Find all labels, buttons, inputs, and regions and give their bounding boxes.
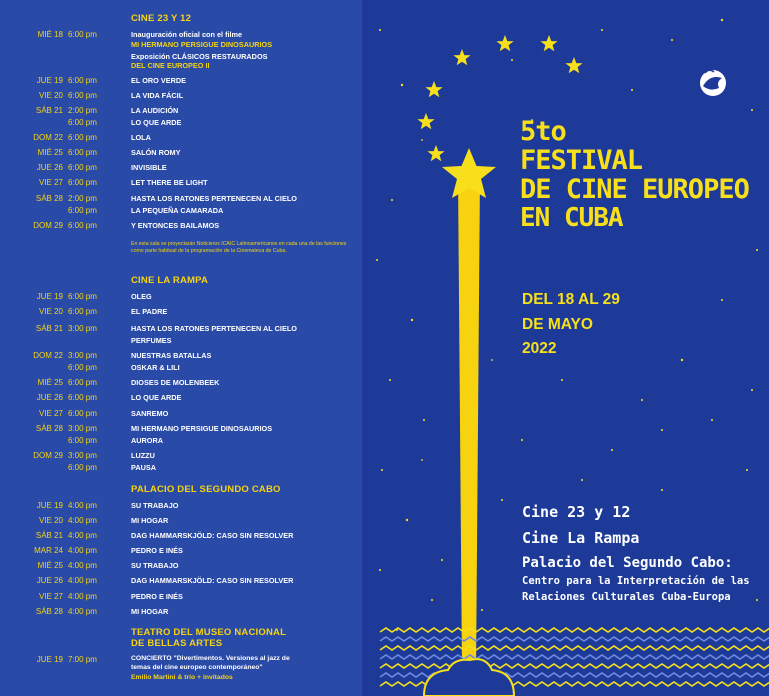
time-label: 6:00 pm bbox=[68, 206, 97, 215]
day-label: VIE 27 bbox=[38, 592, 63, 601]
day-label: MIÉ 25 bbox=[37, 378, 63, 387]
day-label: MAR 24 bbox=[34, 546, 63, 555]
star-beam bbox=[458, 175, 480, 672]
exhibit-title: DEL CINE EUROPEO II bbox=[131, 61, 210, 70]
time-label: 6:00 pm bbox=[68, 133, 97, 142]
film-title: INVISIBLE bbox=[131, 163, 167, 172]
schedule-row bbox=[0, 607, 362, 619]
concert-performers: Emilio Martini & trío + invitados bbox=[131, 674, 233, 681]
day-label: SÁB 21 bbox=[35, 324, 63, 333]
film-title: PERFUMES bbox=[131, 336, 172, 345]
film-line: Inauguración oficial con el filme bbox=[131, 30, 243, 39]
venue-palacio-subtitle: Centro para la Interpretación de las bbox=[522, 575, 750, 587]
time-label: 6:00 pm bbox=[68, 436, 97, 445]
film-title: MI HOGAR bbox=[131, 607, 169, 616]
time-label: 4:00 pm bbox=[68, 531, 97, 540]
film-title: PEDRO E INÉS bbox=[131, 592, 183, 601]
day-label: VIE 20 bbox=[38, 91, 63, 100]
day-label: MIÉ 25 bbox=[37, 148, 63, 157]
time-label: 4:00 pm bbox=[68, 561, 97, 570]
film-title: LA AUDICIÓN bbox=[131, 106, 179, 115]
section-title-teatro: TEATRO DEL MUSEO NACIONAL bbox=[131, 627, 287, 638]
day-label: SÁB 28 bbox=[35, 424, 63, 433]
film-title: OLEG bbox=[131, 292, 152, 301]
film-title: EL ORO VERDE bbox=[131, 76, 187, 85]
schedule-row bbox=[0, 424, 362, 445]
schedule-row bbox=[0, 292, 362, 304]
film-title: SU TRABAJO bbox=[131, 501, 179, 510]
cloud-icon bbox=[424, 659, 514, 696]
section-title-palacio: PALACIO DEL SEGUNDO CABO bbox=[131, 484, 281, 495]
time-label: 6:00 pm bbox=[68, 30, 97, 39]
time-label: 6:00 pm bbox=[68, 409, 97, 418]
time-label: 6:00 pm bbox=[68, 463, 97, 472]
time-label: 6:00 pm bbox=[68, 292, 97, 301]
section-title-cine-la-rampa: CINE LA RAMPA bbox=[131, 275, 209, 286]
day-label: DOM 22 bbox=[33, 133, 63, 142]
festival-title-line: FESTIVAL bbox=[520, 145, 643, 176]
schedule-row bbox=[0, 351, 362, 372]
exhibit-line: Exposición CLÁSICOS RESTAURADOS bbox=[131, 52, 268, 61]
schedule-row bbox=[0, 106, 362, 127]
schedule-row bbox=[0, 194, 362, 215]
time-label: 6:00 pm bbox=[68, 148, 97, 157]
time-label: 6:00 pm bbox=[68, 178, 97, 187]
section-title-cine-23-y-12: CINE 23 Y 12 bbox=[131, 13, 192, 24]
day-label: VIE 20 bbox=[38, 516, 63, 525]
film-title: EL PADRE bbox=[131, 307, 168, 316]
film-title: LO QUE ARDE bbox=[131, 393, 182, 402]
time-label: 6:00 pm bbox=[68, 393, 97, 402]
day-label: SÁB 21 bbox=[35, 531, 63, 540]
day-label: JUE 26 bbox=[36, 393, 63, 402]
time-label: 6:00 pm bbox=[68, 163, 97, 172]
schedule-row bbox=[0, 307, 362, 319]
time-label: 4:00 pm bbox=[68, 576, 97, 585]
film-title: DAG HAMMARSKJÖLD: CASO SIN RESOLVER bbox=[131, 576, 294, 585]
festival-month: DE MAYO bbox=[522, 316, 593, 333]
film-title: LET THERE BE LIGHT bbox=[131, 178, 208, 187]
film-title: DIOSES DE MOLENBEEK bbox=[131, 378, 220, 387]
day-label: JUE 19 bbox=[36, 655, 63, 664]
schedule-row bbox=[0, 655, 362, 681]
program-note: En esta sala se proyectarán Noticieros ICAIC Latinoamericanos en cada una de las funciones como parte habitual de la programación de la Cinemateca de Cuba. bbox=[131, 241, 347, 254]
schedule-row bbox=[0, 501, 362, 513]
film-title: SALÓN ROMY bbox=[131, 148, 181, 157]
film-title: PEDRO E INÉS bbox=[131, 546, 183, 555]
film-title: MI HERMANO PERSIGUE DINOSAURIOS bbox=[131, 424, 273, 433]
film-title: NUESTRAS BATALLAS bbox=[131, 351, 212, 360]
day-label: DOM 22 bbox=[33, 351, 63, 360]
film-title: DAG HAMMARSKJÖLD: CASO SIN RESOLVER bbox=[131, 531, 294, 540]
film-title: LOLA bbox=[131, 133, 151, 142]
time-label: 6:00 pm bbox=[68, 118, 97, 127]
time-label: 6:00 pm bbox=[68, 91, 97, 100]
day-label: SÁB 21 bbox=[35, 106, 63, 115]
schedule-row bbox=[0, 178, 362, 190]
day-label: JUE 19 bbox=[36, 501, 63, 510]
schedule-row bbox=[0, 30, 362, 70]
concert-line: CONCIERTO "Divertimentos. Versiones al jazz de bbox=[131, 655, 290, 662]
day-label: VIE 27 bbox=[38, 409, 63, 418]
dove-logo-icon bbox=[700, 70, 726, 96]
schedule-row bbox=[0, 576, 362, 588]
day-label: JUE 19 bbox=[36, 76, 63, 85]
film-title: PAUSA bbox=[131, 463, 157, 472]
time-label: 6:00 pm bbox=[68, 221, 97, 230]
schedule-row bbox=[0, 516, 362, 528]
film-title: HASTA LOS RATONES PERTENECEN AL CIELO bbox=[131, 324, 297, 333]
time-label: 2:00 pm bbox=[68, 194, 97, 203]
schedule-row bbox=[0, 133, 362, 145]
schedule-row bbox=[0, 546, 362, 558]
time-label: 4:00 pm bbox=[68, 607, 97, 616]
time-label: 6:00 pm bbox=[68, 378, 97, 387]
film-title: LO QUE ARDE bbox=[131, 118, 182, 127]
time-label: 6:00 pm bbox=[68, 307, 97, 316]
schedule-row bbox=[0, 531, 362, 543]
time-label: 4:00 pm bbox=[68, 546, 97, 555]
film-title: HASTA LOS RATONES PERTENECEN AL CIELO bbox=[131, 194, 297, 203]
venue-palacio-subtitle2: Relaciones Culturales Cuba-Europa bbox=[522, 591, 731, 603]
film-title: SU TRABAJO bbox=[131, 561, 179, 570]
film-title: LUZZU bbox=[131, 451, 155, 460]
concert-line: temas del cine europeo contemporáneo" bbox=[131, 664, 263, 671]
day-label: MIÉ 18 bbox=[37, 30, 63, 39]
schedule-row bbox=[0, 324, 362, 345]
schedule-row bbox=[0, 378, 362, 390]
schedule-row bbox=[0, 592, 362, 604]
section-title-teatro-line2: DE BELLAS ARTES bbox=[131, 638, 223, 649]
day-label: SÁB 28 bbox=[35, 194, 63, 203]
schedule-row bbox=[0, 409, 362, 421]
time-label: 6:00 pm bbox=[68, 76, 97, 85]
festival-title-line: DE CINE EUROPEO bbox=[520, 174, 749, 205]
day-label: VIE 27 bbox=[38, 178, 63, 187]
festival-title-line: EN CUBA bbox=[520, 203, 623, 233]
time-label: 4:00 pm bbox=[68, 592, 97, 601]
day-label: SÁB 28 bbox=[35, 607, 63, 616]
festival-edition: 5to bbox=[520, 116, 566, 147]
film-title: LA VIDA FÁCIL bbox=[131, 91, 184, 100]
schedule-row bbox=[0, 221, 362, 233]
festival-dates: DEL 18 AL 29 bbox=[522, 291, 620, 308]
film-title: MI HERMANO PERSIGUE DINOSAURIOS bbox=[131, 40, 273, 49]
time-label: 3:00 pm bbox=[68, 451, 97, 460]
day-label: JUE 26 bbox=[36, 576, 63, 585]
day-label: VIE 20 bbox=[38, 307, 63, 316]
schedule-row bbox=[0, 561, 362, 573]
film-title: AURORA bbox=[131, 436, 164, 445]
time-label: 3:00 pm bbox=[68, 324, 97, 333]
day-label: MIÉ 25 bbox=[37, 561, 63, 570]
venue-cine-la-rampa: Cine La Rampa bbox=[522, 529, 640, 547]
venue-cine-23-y-12: Cine 23 y 12 bbox=[522, 503, 631, 521]
time-label: 3:00 pm bbox=[68, 351, 97, 360]
time-label: 2:00 pm bbox=[68, 106, 97, 115]
festival-year: 2022 bbox=[522, 340, 557, 357]
schedule-row bbox=[0, 393, 362, 405]
day-label: JUE 19 bbox=[36, 292, 63, 301]
time-label: 3:00 pm bbox=[68, 424, 97, 433]
film-title: SANREMO bbox=[131, 409, 169, 418]
time-label: 4:00 pm bbox=[68, 501, 97, 510]
schedule-row bbox=[0, 451, 362, 472]
film-title: LA PEQUEÑA CAMARADA bbox=[131, 206, 224, 215]
film-title: MI HOGAR bbox=[131, 516, 169, 525]
schedule-row bbox=[0, 163, 362, 175]
schedule-row bbox=[0, 76, 362, 88]
venue-palacio: Palacio del Segundo Cabo: bbox=[522, 555, 733, 571]
day-label: DOM 29 bbox=[33, 451, 63, 460]
time-label: 7:00 pm bbox=[68, 655, 97, 664]
schedule-row bbox=[0, 91, 362, 103]
time-label: 4:00 pm bbox=[68, 516, 97, 525]
day-label: JUE 26 bbox=[36, 163, 63, 172]
schedule-row bbox=[0, 148, 362, 160]
day-label: DOM 29 bbox=[33, 221, 63, 230]
film-title: OSKAR & LILI bbox=[131, 363, 180, 372]
time-label: 6:00 pm bbox=[68, 363, 97, 372]
film-title: Y ENTONCES BAILAMOS bbox=[131, 221, 220, 230]
